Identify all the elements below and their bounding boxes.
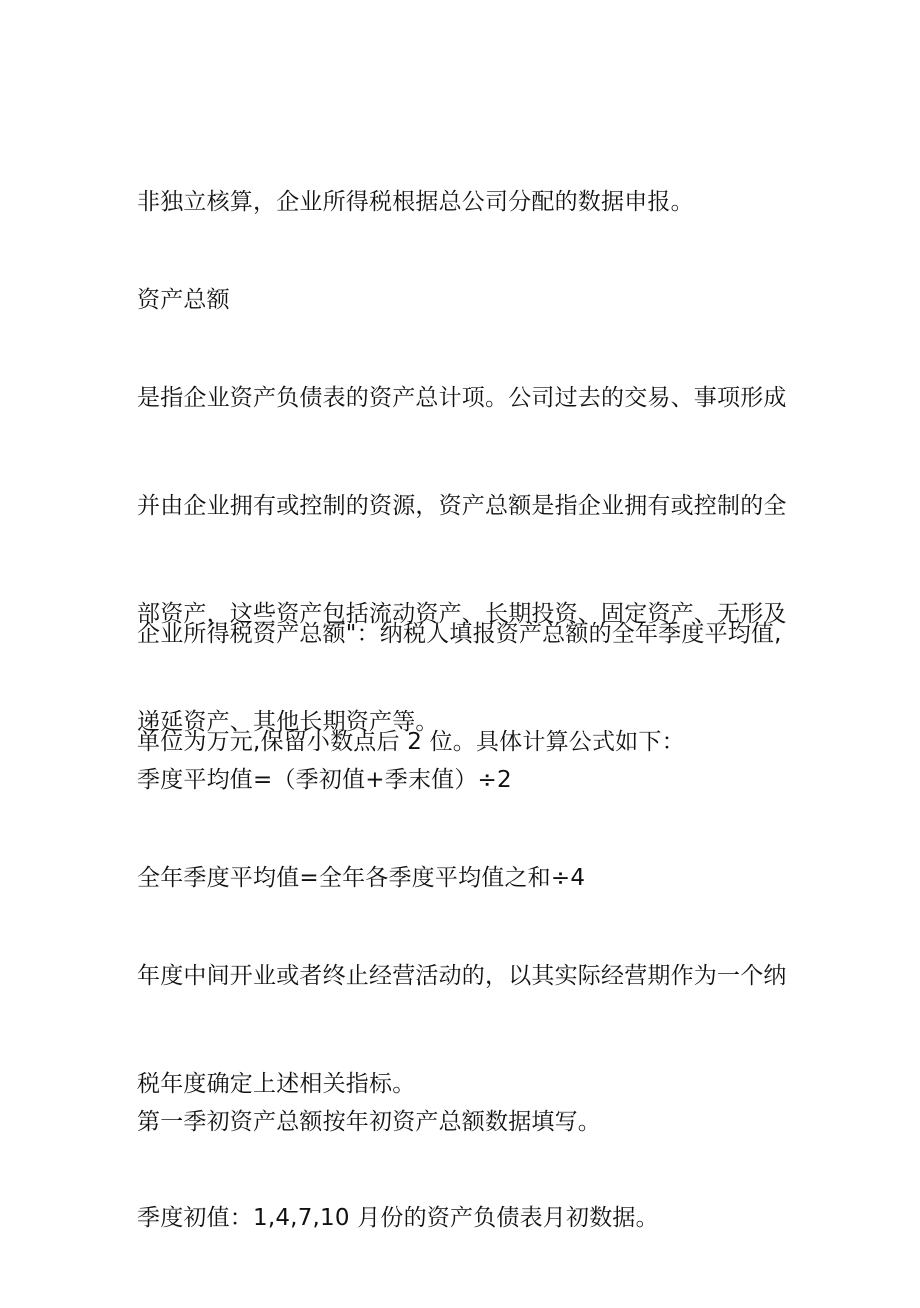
paragraph-partial-year: 年度中间开业或者终止经营活动的，以其实际经营期作为一个纳 税年度确定上述相关指标。	[137, 963, 787, 1097]
paragraph-independent-accounting: 非独立核算，企业所得税根据总公司分配的数据申报。	[137, 189, 694, 215]
paragraph-first-quarter-opening: 第一季初资产总额按年初资产总额数据填写。	[137, 1109, 601, 1135]
paragraph-total-assets-definition: 是指企业资产负债表的资产总计项。公司过去的交易、事项形成 并由企业拥有或控制的资源，资产总额是指企业拥有或控制的全 部资产，这些资产包括流动资产、长期投资、固定资产、无形及 递延资产、其他长期资产等。	[137, 385, 787, 735]
paragraph-tax-total-assets: 企业所得税资产总额"：纳税人填报资产总额的全年季度平均值, 单位为万元,保留小数点后 2 位。具体计算公式如下：	[137, 621, 782, 755]
section-heading-total-assets: 资产总额	[137, 287, 230, 313]
formula-quarter-average: 季度平均值=（季初值+季末值）÷2	[137, 767, 512, 793]
paragraph-quarter-initial-value: 季度初值：1,4,7,10 月份的资产负债表月初数据。	[137, 1205, 659, 1231]
formula-annual-quarter-average: 全年季度平均值=全年各季度平均值之和÷4	[137, 865, 586, 891]
